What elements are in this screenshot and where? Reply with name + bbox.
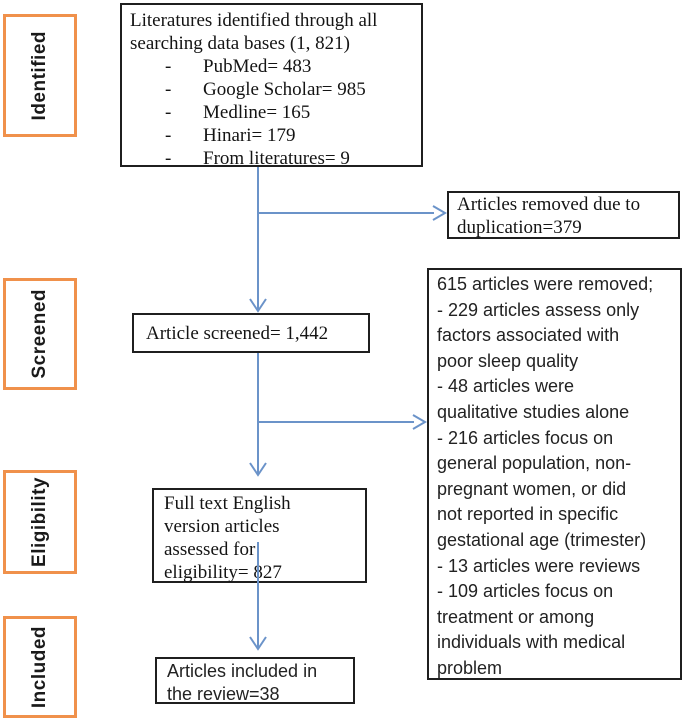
- stage-box-identified: [3, 14, 77, 137]
- eligibility-line: assessed for: [164, 539, 256, 560]
- arrow-screened-to-eligibility: [250, 353, 266, 475]
- stage-label-included: Included: [29, 625, 50, 709]
- stage-box-eligibility: [3, 470, 77, 574]
- removed-line: problem: [437, 657, 503, 678]
- stage-label-eligibility: Eligibility: [29, 477, 50, 567]
- removed-line: - 48 articles were: [437, 376, 575, 397]
- source-pubmed: PubMed= 483: [203, 56, 312, 77]
- included-line: Articles included in: [167, 661, 318, 681]
- stage-label-identified: Identified: [29, 30, 50, 121]
- eligibility-line: version articles: [164, 516, 280, 537]
- removed-line: - 13 articles were reviews: [437, 555, 641, 576]
- eligibility-box: [152, 488, 367, 583]
- removed-line: gestational age (trimester): [437, 529, 647, 550]
- source-google-scholar: Google Scholar= 985: [203, 79, 366, 100]
- arrow-to-duplication-box: [258, 206, 445, 220]
- bullet-dash: -: [165, 148, 172, 169]
- bullet-dash: -: [165, 79, 172, 100]
- identification-box: [120, 3, 423, 167]
- stage-label-screened: Screened: [29, 289, 50, 379]
- list-item: [130, 55, 413, 78]
- list-item: [130, 124, 413, 147]
- stage-box-screened: [3, 278, 77, 390]
- included-box: [155, 657, 355, 704]
- removed-line: factors associated with: [437, 325, 620, 346]
- source-medline: Medline= 165: [203, 102, 311, 123]
- source-hinari: Hinari= 179: [203, 125, 296, 146]
- removed-line: - 109 articles focus on: [437, 581, 614, 602]
- bullet-dash: -: [165, 102, 172, 123]
- removed-line: general population, non-: [437, 453, 632, 474]
- bullet-dash: -: [165, 56, 172, 77]
- removed-line: treatment or among: [437, 606, 595, 627]
- identification-source-list: [130, 55, 413, 170]
- removed-line: qualitative studies alone: [437, 401, 630, 422]
- eligibility-line: eligibility= 827: [164, 562, 282, 583]
- arrow-identification-to-screened: [250, 167, 266, 311]
- removed-line: 615 articles were removed;: [437, 274, 654, 294]
- screened-text: Article screened= 1,442: [146, 322, 329, 344]
- screened-box: [132, 313, 370, 353]
- removed-line: individuals with medical: [437, 632, 626, 653]
- eligibility-line: Full text English: [164, 493, 291, 514]
- bullet-dash: -: [165, 125, 172, 146]
- list-item: [130, 101, 413, 124]
- exclusion-reasons-box: [427, 268, 682, 680]
- source-from-literatures: From literatures= 9: [203, 148, 350, 169]
- stage-box-included: [3, 616, 77, 718]
- removed-line: pregnant women, or did: [437, 478, 627, 499]
- duplication-removed-box: [447, 191, 680, 239]
- list-item: [130, 78, 413, 101]
- included-line: the review=38: [167, 683, 280, 704]
- identification-title-line1: Literatures identified through all: [130, 10, 378, 31]
- duplication-line1: Articles removed due to: [457, 194, 641, 215]
- duplication-line2: duplication=379: [457, 217, 582, 238]
- removed-line: not reported in specific: [437, 504, 619, 525]
- identification-title-line2: searching data bases (1, 821): [130, 33, 351, 54]
- arrow-to-exclusion-box: [258, 415, 425, 429]
- list-item: [130, 147, 413, 170]
- removed-line: - 216 articles focus on: [437, 427, 614, 448]
- removed-line: poor sleep quality: [437, 350, 579, 371]
- removed-line: - 229 articles assess only: [437, 299, 640, 320]
